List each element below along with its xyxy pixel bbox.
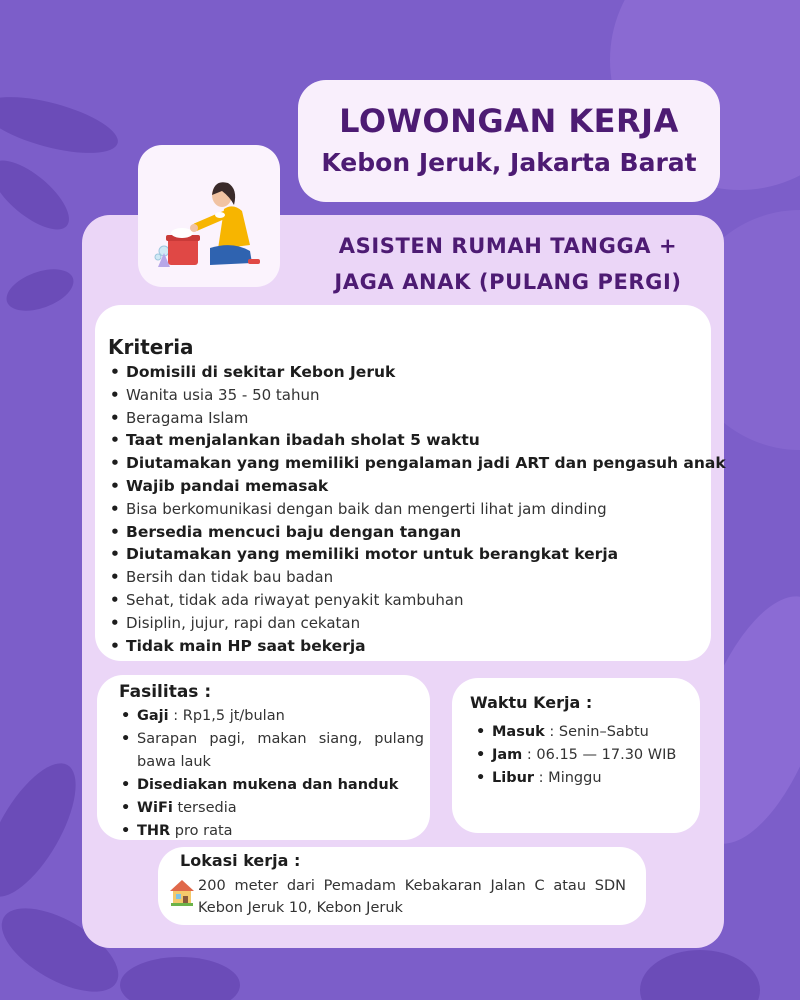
kriteria-panel (95, 305, 726, 661)
thr-item (119, 820, 424, 843)
wifi-item (119, 797, 424, 820)
masuk-label: Masuk (492, 724, 545, 740)
list-item: • Diutamakan yang memiliki pengalaman jadi ART dan pengasuh anak (108, 452, 708, 475)
list-item: • Beragama Islam (108, 407, 708, 430)
kriteria-list (108, 361, 726, 657)
list-item: • Disiplin, jujur, rapi dan cekatan (108, 612, 708, 635)
list-item: • Tidak main HP saat bekerja (108, 635, 708, 658)
job-title-line2: JAGA ANAK (PULANG PERGI) (334, 270, 682, 294)
page-title: LOWONGAN KERJA (339, 102, 679, 140)
list-item: • Domisili di sekitar Kebon Jeruk (108, 361, 708, 384)
fasilitas-list (119, 705, 424, 843)
kriteria-heading: Kriteria (108, 335, 194, 359)
list-item: • Sehat, tidak ada riwayat penyakit kambuhan (108, 589, 708, 612)
list-item: • Wajib pandai memasak (108, 475, 708, 498)
list-item: • Taat menjalankan ibadah sholat 5 waktu (108, 429, 708, 452)
thr-value: pro rata (170, 823, 233, 839)
lokasi-heading: Lokasi kerja : (180, 851, 301, 870)
masuk-item (474, 721, 700, 744)
jam-item (474, 744, 700, 767)
masuk-value: : Senin–Sabtu (544, 724, 649, 740)
job-title (318, 228, 698, 300)
mukena-item: • Disediakan mukena dan handuk (119, 774, 424, 797)
waktu-heading: Waktu Kerja : (470, 693, 593, 712)
waktu-list (474, 721, 700, 790)
thr-label: THR (137, 823, 171, 839)
libur-value: : Minggu (534, 770, 602, 786)
libur-label: Libur (492, 770, 535, 786)
gaji-item (119, 705, 424, 728)
wifi-label: WiFi (137, 800, 173, 816)
house-icon (168, 877, 196, 907)
title-box (298, 80, 720, 202)
housekeeper-illustration-icon (138, 145, 280, 287)
jam-label: Jam (492, 747, 523, 763)
list-item: • Wanita usia 35 - 50 tahun (108, 384, 708, 407)
makan-item: • Sarapan pagi, makan siang, pulang bawa lauk (119, 728, 424, 774)
location-subtitle: Kebon Jeruk, Jakarta Barat (321, 148, 697, 177)
libur-item (474, 767, 700, 790)
list-item: • Bersedia mencuci baju dengan tangan (108, 521, 708, 544)
waktu-kerja-panel (452, 678, 700, 833)
fasilitas-panel (97, 675, 430, 840)
wifi-value: tersedia (172, 800, 237, 816)
jam-value: : 06.15 — 17.30 WIB (522, 747, 677, 763)
job-title-line1: ASISTEN RUMAH TANGGA + (338, 234, 678, 258)
illustration-box (138, 145, 280, 287)
list-item: • Diutamakan yang memiliki motor untuk berangkat kerja (108, 543, 708, 566)
gaji-label: Gaji (137, 708, 169, 724)
fasilitas-heading: Fasilitas : (119, 682, 212, 702)
list-item: • Bersih dan tidak bau badan (108, 566, 708, 589)
lokasi-panel (158, 847, 646, 925)
list-item: • Bisa berkomunikasi dengan baik dan mengerti lihat jam dinding (108, 498, 708, 521)
gaji-value: : Rp1,5 jt/bulan (168, 708, 285, 724)
lokasi-address: 200 meter dari Pemadam Kebakaran Jalan C atau SDN Kebon Jeruk 10, Kebon Jeruk (198, 878, 626, 916)
